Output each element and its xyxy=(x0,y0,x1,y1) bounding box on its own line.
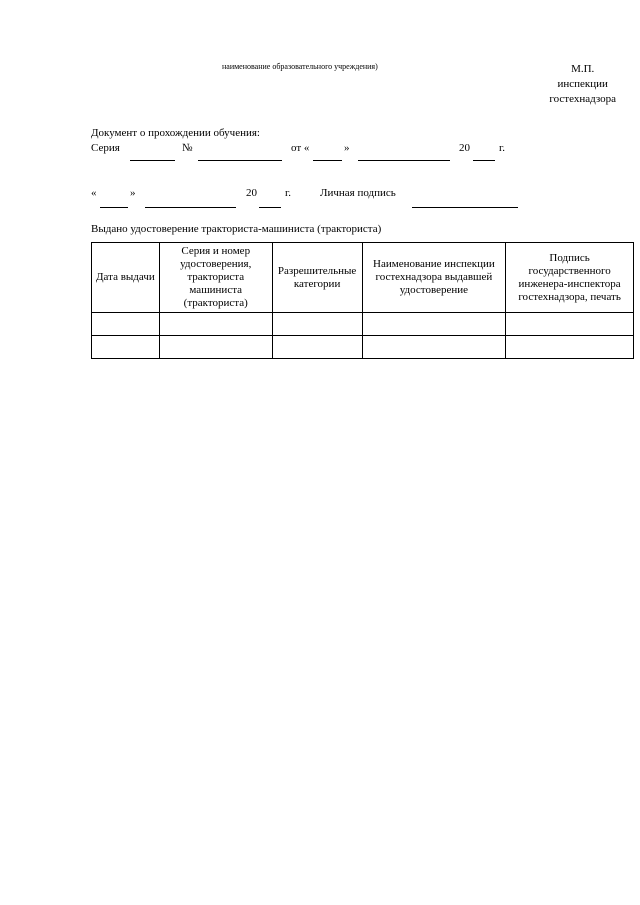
sig-year-suffix: г. xyxy=(285,187,292,199)
stamp-line-mp: М.П. xyxy=(571,63,595,75)
sig-date-close-quote: » xyxy=(130,187,136,199)
year-blank[interactable] xyxy=(473,160,495,161)
training-document-title: Документ о прохождении обучения: xyxy=(91,127,260,139)
sig-day-blank[interactable] xyxy=(100,207,128,208)
series-blank[interactable] xyxy=(130,160,175,161)
date-close-quote: » xyxy=(344,142,350,154)
stamp-line-inspection: инспекции xyxy=(557,78,608,90)
personal-signature-blank[interactable] xyxy=(412,207,518,208)
table-row xyxy=(92,336,634,359)
sig-year-blank[interactable] xyxy=(259,207,281,208)
column-header-inspection-name: Наименование инспекции гостехнадзора выдавшей удостоверение xyxy=(362,243,506,313)
column-header-categories: Разрешительные категории xyxy=(272,243,362,313)
year-suffix: г. xyxy=(499,142,506,154)
date-open-label: от « xyxy=(291,142,310,154)
personal-signature-label: Личная подпись xyxy=(320,187,396,199)
column-header-inspector-signature: Подпись государственного инженера-инспектора гостехнадзора, печать xyxy=(506,243,634,313)
day-blank[interactable] xyxy=(313,160,342,161)
stamp-block xyxy=(549,62,616,107)
table-cell[interactable] xyxy=(159,336,272,359)
month-blank[interactable] xyxy=(358,160,450,161)
institution-caption: наименование образовательного учреждения) xyxy=(222,62,378,71)
table-cell[interactable] xyxy=(362,336,506,359)
number-blank[interactable] xyxy=(198,160,282,161)
sig-date-open-quote: « xyxy=(91,187,97,199)
table-cell[interactable] xyxy=(506,313,634,336)
sig-year-prefix: 20 xyxy=(246,187,257,199)
table-header-row xyxy=(92,243,634,313)
table-cell[interactable] xyxy=(159,313,272,336)
column-header-issue-date: Дата выдачи xyxy=(92,243,160,313)
certificate-table xyxy=(91,242,634,359)
sig-month-blank[interactable] xyxy=(145,207,236,208)
stamp-line-gostekhnadzor: гостехнадзора xyxy=(549,93,616,105)
table-cell[interactable] xyxy=(272,313,362,336)
table-row xyxy=(92,313,634,336)
series-label: Серия xyxy=(91,142,120,154)
table-cell[interactable] xyxy=(506,336,634,359)
certificate-title: Выдано удостоверение тракториста-машиниста (тракториста) xyxy=(91,223,382,235)
column-header-series-number: Серия и номер удостоверения, тракториста машиниста (тракториста) xyxy=(159,243,272,313)
number-label: № xyxy=(182,142,193,154)
table-cell[interactable] xyxy=(362,313,506,336)
table-cell[interactable] xyxy=(92,336,160,359)
table-cell[interactable] xyxy=(272,336,362,359)
table-cell[interactable] xyxy=(92,313,160,336)
year-prefix: 20 xyxy=(459,142,470,154)
